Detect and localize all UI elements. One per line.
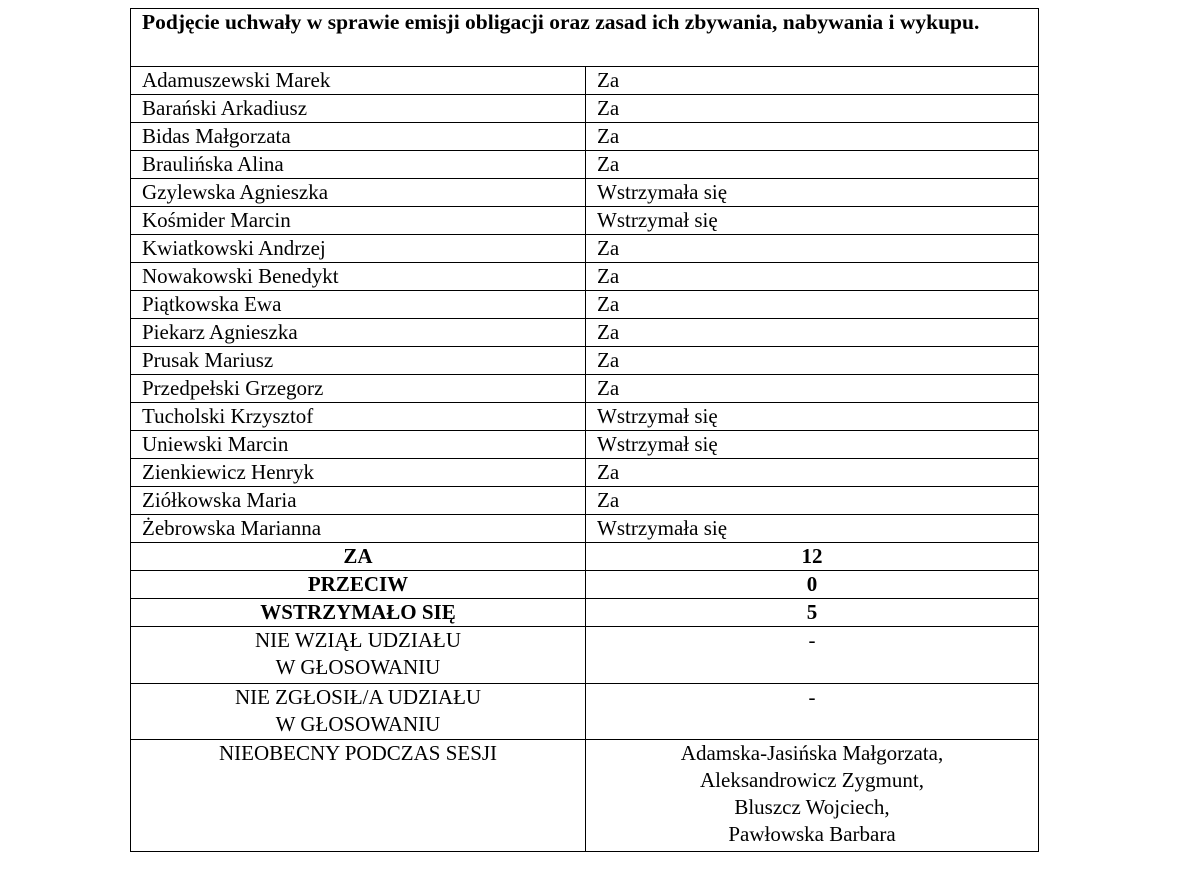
vote-value: Za [586,487,1039,515]
summary-row-wstrzymalo [131,599,1039,627]
vote-row [131,459,1039,487]
summary-section [131,543,1039,627]
councillor-name: Piekarz Agnieszka [131,319,586,347]
not-participated-value: - [586,627,1039,684]
vote-value: Za [586,95,1039,123]
vote-row [131,263,1039,291]
summary-row-przeciw [131,571,1039,599]
vote-row [131,515,1039,543]
vote-value: Wstrzymał się [586,207,1039,235]
vote-row [131,403,1039,431]
vote-value: Za [586,459,1039,487]
not-reported-label-line1: NIE ZGŁOSIŁ/A UDZIAŁU [234,685,482,709]
vote-row [131,431,1039,459]
vote-value: Za [586,123,1039,151]
absent-label: NIEOBECNY PODCZAS SESJI [131,740,586,852]
not-reported-label-line2: W GŁOSOWANIU [275,712,441,736]
vote-value: Wstrzymał się [586,431,1039,459]
vote-row [131,67,1039,95]
vote-value: Za [586,347,1039,375]
absent-row [131,740,1039,852]
councillor-name: Zienkiewicz Henryk [131,459,586,487]
vote-value: Za [586,375,1039,403]
absent-names [586,740,1039,852]
title-row [131,9,1039,67]
vote-value: Wstrzymała się [586,179,1039,207]
not-participated-label-line1: NIE WZIĄŁ UDZIAŁU [254,628,462,652]
vote-value: Za [586,291,1039,319]
councillor-name: Kośmider Marcin [131,207,586,235]
vote-row [131,95,1039,123]
vote-row [131,235,1039,263]
absent-name: Adamska-Jasińska Małgorzata, [680,741,944,765]
vote-row [131,151,1039,179]
vote-value: Wstrzymała się [586,515,1039,543]
councillor-name: Kwiatkowski Andrzej [131,235,586,263]
vote-value: Za [586,263,1039,291]
not-participated-label-line2: W GŁOSOWANIU [275,655,441,679]
councillor-name: Piątkowska Ewa [131,291,586,319]
absent-name: Aleksandrowicz Zygmunt, [700,768,924,792]
summary-count: 0 [586,571,1039,599]
summary-row-za [131,543,1039,571]
councillor-name: Prusak Mariusz [131,347,586,375]
councillor-name: Tucholski Krzysztof [131,403,586,431]
councillor-name: Barański Arkadiusz [131,95,586,123]
councillor-name: Nowakowski Benedykt [131,263,586,291]
vote-row [131,487,1039,515]
summary-count: 5 [586,599,1039,627]
councillor-name: Uniewski Marcin [131,431,586,459]
vote-row [131,347,1039,375]
vote-row [131,179,1039,207]
vote-row [131,291,1039,319]
absent-name: Pawłowska Barbara [728,822,896,846]
councillor-name: Braulińska Alina [131,151,586,179]
councillor-name: Adamuszewski Marek [131,67,586,95]
vote-value: Wstrzymał się [586,403,1039,431]
vote-row [131,207,1039,235]
vote-row [131,375,1039,403]
vote-results-table [130,8,1039,852]
resolution-title: Podjęcie uchwały w sprawie emisji obligacji oraz zasad ich zbywania, nabywania i wykupu. [131,9,1039,67]
vote-value: Za [586,235,1039,263]
councillor-name: Gzylewska Agnieszka [131,179,586,207]
councillor-name: Ziółkowska Maria [131,487,586,515]
summary-label: PRZECIW [131,571,586,599]
summary-count: 12 [586,543,1039,571]
not-reported-label [131,684,586,740]
councillor-name: Żebrowska Marianna [131,515,586,543]
vote-value: Za [586,319,1039,347]
vote-row [131,319,1039,347]
vote-value: Za [586,67,1039,95]
not-participated-row [131,627,1039,684]
summary-label: ZA [131,543,586,571]
vote-value: Za [586,151,1039,179]
vote-row [131,123,1039,151]
not-reported-row [131,684,1039,740]
councillor-name: Bidas Małgorzata [131,123,586,151]
absent-name: Bluszcz Wojciech, [734,795,890,819]
not-participated-label [131,627,586,684]
councillor-name: Przedpełski Grzegorz [131,375,586,403]
not-reported-value: - [586,684,1039,740]
summary-label: WSTRZYMAŁO SIĘ [131,599,586,627]
votes-list [131,67,1039,543]
